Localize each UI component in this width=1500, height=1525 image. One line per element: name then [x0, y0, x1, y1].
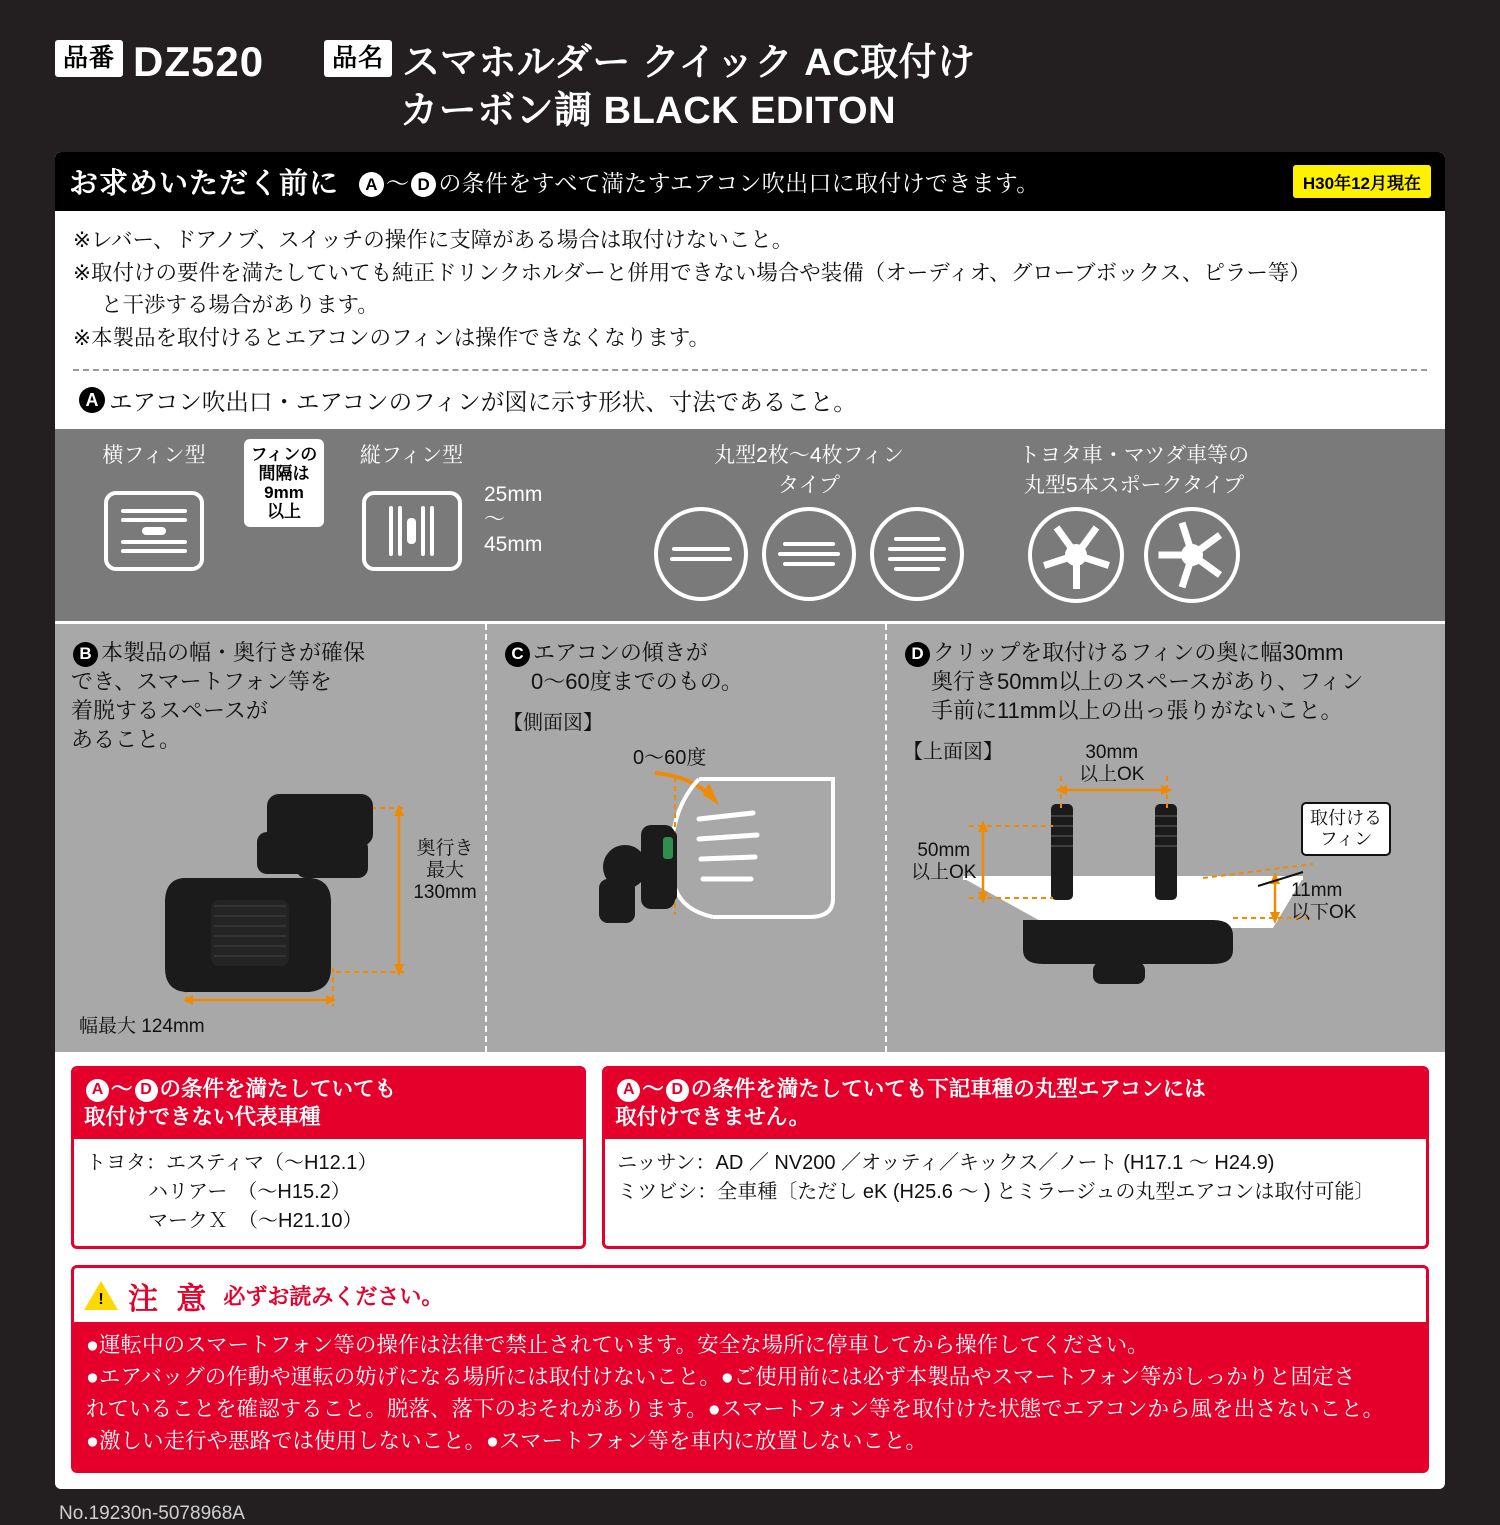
condition-b-line1: 本製品の幅・奥行きが確保	[101, 640, 366, 666]
depth-line-1: 奥行き	[416, 838, 474, 860]
vent-spoke-label-1: トヨタ車・マツダ車等の	[1018, 444, 1250, 468]
condition-d-title	[903, 638, 1429, 725]
round-vent-2fin-icon	[654, 507, 748, 601]
fin-callout-line2: フィン	[1319, 828, 1373, 849]
round-vent-4fin-icon	[870, 507, 964, 601]
note-line-3: と干渉する場合があります。	[101, 293, 379, 318]
exclusion-left-head-line1: の条件を満たしていても	[159, 1077, 397, 1102]
callout-line-4: 以上	[266, 502, 301, 522]
exclusion-left-head: A 〜 D の条件を満たしていても 取付けできない代表車種	[74, 1069, 583, 1139]
top-view-label: 【上面図】	[903, 741, 1003, 764]
exclusion-left-head-line2: 取付けできない代表車種	[84, 1104, 321, 1129]
side-view-label: 【側面図】	[503, 712, 603, 735]
exclusion-right-head-line2: 取付けできません。	[615, 1104, 811, 1129]
condition-c-line2: 0〜60度までのもの。	[531, 669, 743, 695]
vent-round-label-1: 丸型2枚〜4枚フィン	[714, 444, 904, 468]
exclusion-left-row-2: ハリアー （〜H15.2）	[148, 1180, 351, 1203]
marker-d-icon: D	[135, 1079, 158, 1102]
depth-dimension	[401, 838, 489, 904]
spoke-vent-icon-1	[1028, 507, 1124, 603]
main-panel	[55, 152, 1445, 1489]
condition-b-line3: 着脱するスペースが	[71, 698, 268, 724]
condition-d-line3: 手前に11mm以上の出っ張りがないこと。	[931, 698, 1343, 724]
product-code: DZ520	[133, 38, 265, 85]
header-code-row	[55, 40, 264, 84]
caution-body	[74, 1322, 1426, 1470]
fin-callout-box	[1301, 802, 1391, 855]
dim-30mm	[1079, 742, 1144, 786]
callout-line-1: フィンの	[250, 445, 318, 465]
exclusion-right-head: A 〜 D の条件を満たしていても下記車種の丸型エアコンには 取付けできません。	[605, 1069, 1426, 1139]
condition-c-line1: エアコンの傾きが	[533, 640, 708, 666]
exclusion-box-left	[71, 1066, 586, 1249]
fin-gap-callout	[244, 439, 325, 527]
vent-round-group	[634, 439, 984, 601]
vertical-fin-icon	[362, 491, 462, 571]
caution-line-3: れていることを確認すること。脱落、落下のおそれがあります。●スマートフォン等を取付けた状態でエアコンから風を出さないこと。	[86, 1396, 1385, 1421]
marker-a-icon: A	[617, 1079, 640, 1102]
dim-50mm	[911, 840, 976, 884]
condition-b-title	[71, 638, 469, 754]
fin-gap-callout-group	[229, 439, 339, 537]
vent-spoke-group	[984, 439, 1284, 603]
vent-vertical-label: 縦フィン型	[359, 444, 464, 468]
vent-diagrams	[55, 429, 1445, 621]
section-a-title-text: エアコン吹出口・エアコンのフィンが図に示す形状、寸法であること。	[109, 389, 857, 416]
vertical-dim-group	[484, 439, 634, 557]
vent-horizontal-label: 横フィン型	[102, 444, 206, 468]
section-a-title	[77, 383, 1427, 417]
condition-b	[55, 624, 485, 1052]
note-line-1: ※レバー、ドアノブ、スイッチの操作に支障がある場合は取付けないこと。	[73, 228, 794, 252]
exclusion-left-row-1: トヨタ：エスティマ（〜H12.1）	[86, 1151, 378, 1174]
condition-c	[485, 624, 885, 1052]
condition-d-line2: 奥行き50mm以上のスペースがあり、フィン	[931, 669, 1364, 695]
requirements-subtitle	[357, 165, 1040, 198]
marker-d-icon: D	[666, 1079, 689, 1102]
requirements-title: お求めいただく前に	[69, 168, 340, 200]
dim-11mm-value: 11mm	[1291, 880, 1343, 902]
condition-c-title	[503, 638, 869, 696]
header-name-row	[324, 40, 976, 86]
depth-line-2: 最大	[425, 860, 464, 882]
vent-spoke-label-2: 丸型5本スポークタイプ	[1023, 474, 1245, 498]
exclusion-boxes	[71, 1066, 1429, 1249]
requirements-subtitle-text: の条件をすべて満たすエアコン吹出口に取付けできます。	[438, 170, 1040, 196]
exclusion-right-head-line1: の条件を満たしていても下記車種の丸型エアコンには	[690, 1077, 1206, 1102]
exclusion-right-row-1: ニッサン：AD ／ NV200 ／オッティ／キックス／ノート (H17.1 〜 H24.9)	[617, 1151, 1275, 1174]
dim-45mm: 45mm	[484, 532, 543, 556]
dim-50mm-note: 以上OK	[911, 862, 977, 883]
width-dimension: 幅最大 124mm	[79, 1016, 205, 1038]
header	[55, 40, 1445, 134]
note-line-2: ※取付けの要件を満たしていても純正ドリンクホルダーと併用できない場合や装備（オーディオ、グローブボックス、ピラー等）	[73, 260, 1311, 285]
notes-block	[55, 211, 1445, 361]
angle-label: 0〜60度	[633, 747, 707, 770]
spoke-vent-icon-2	[1144, 507, 1240, 603]
caution-line-2: ●エアバッグの作動や運転の妨げになる場所には取付けないこと。●ご使用前には必ず本製品やスマートフォン等がしっかりと固定さ	[86, 1364, 1356, 1389]
note-line-4: ※本製品を取付けるとエアコンのフィンは操作できなくなります。	[73, 325, 711, 350]
dim-11mm	[1291, 880, 1356, 924]
code-tag: 品番	[55, 40, 123, 77]
dim-30mm-note: 以上OK	[1079, 764, 1145, 785]
marker-a-icon: A	[359, 172, 384, 197]
dim-11mm-note: 以下OK	[1291, 902, 1357, 923]
vent-vertical-group	[339, 439, 484, 571]
condition-b-line4: あること。	[71, 727, 182, 753]
round-vent-3fin-icon	[762, 507, 856, 601]
date-badge: H30年12月現在	[1293, 165, 1431, 198]
exclusion-left-body	[74, 1139, 583, 1246]
exclusion-box-right	[602, 1066, 1429, 1249]
holder-photo	[71, 760, 477, 1020]
caution-line-4: ●激しい走行や悪路では使用しないこと。●スマートフォン等を車内に放置しないこと。	[86, 1428, 927, 1453]
document-number: No.19230n-5078968A	[59, 1502, 245, 1524]
condition-b-line2: でき、スマートフォン等を	[71, 669, 332, 695]
callout-line-3: 9mm	[264, 483, 304, 503]
range-dash: 〜	[386, 170, 410, 196]
caution-subtitle: 必ずお読みください。	[223, 1284, 444, 1310]
fin-callout-line1: 取付ける	[1310, 808, 1382, 829]
warning-triangle-icon: !	[84, 1281, 118, 1310]
header-name-row2	[324, 88, 976, 134]
dim-25mm: 25mm	[484, 483, 543, 507]
marker-a-icon: A	[79, 387, 105, 413]
requirements-bar	[55, 152, 1445, 211]
name-tag: 品名	[324, 40, 392, 77]
depth-line-3: 130mm	[413, 881, 477, 903]
marker-b-icon: B	[73, 642, 98, 667]
vent-horizontal-group	[79, 439, 229, 571]
condition-d	[885, 624, 1445, 1052]
caution-box	[71, 1265, 1429, 1473]
product-name-line2: カーボン調 BLACK EDITON	[400, 90, 897, 132]
dim-tilde: 〜	[484, 507, 505, 531]
side-view-diagram	[503, 739, 869, 954]
dim-30mm-value: 30mm	[1085, 742, 1139, 764]
dim-50mm-value: 50mm	[917, 840, 971, 862]
caution-header	[74, 1268, 1426, 1322]
caution-title: 注 意	[128, 1282, 212, 1316]
exclusion-right-row-2: ミツビシ：全車種〔ただし eK (H25.6 〜 ) とミラージュの丸型エアコンは取付可能〕	[617, 1180, 1375, 1203]
marker-a-icon: A	[86, 1079, 109, 1102]
horizontal-fin-icon	[104, 491, 204, 571]
marker-d-icon: D	[411, 172, 436, 197]
vent-round-label-2: タイプ	[778, 474, 840, 498]
exclusion-right-body	[605, 1139, 1426, 1217]
exclusion-left-row-3: マークＸ （〜H21.10）	[148, 1209, 363, 1232]
marker-c-icon: C	[505, 642, 530, 667]
caution-line-1: ●運転中のスマートフォン等の操作は法律で禁止されています。安全な場所に停車してから操作してください。	[86, 1332, 1149, 1357]
callout-line-2: 間隔は	[258, 464, 310, 484]
conditions-row	[55, 621, 1445, 1052]
section-a	[55, 371, 1445, 423]
marker-d-icon: D	[905, 642, 930, 667]
condition-d-line1: クリップを取付けるフィンの奥に幅30mm	[933, 640, 1344, 666]
product-name-line1: スマホルダー クイック AC取付け	[402, 42, 976, 84]
